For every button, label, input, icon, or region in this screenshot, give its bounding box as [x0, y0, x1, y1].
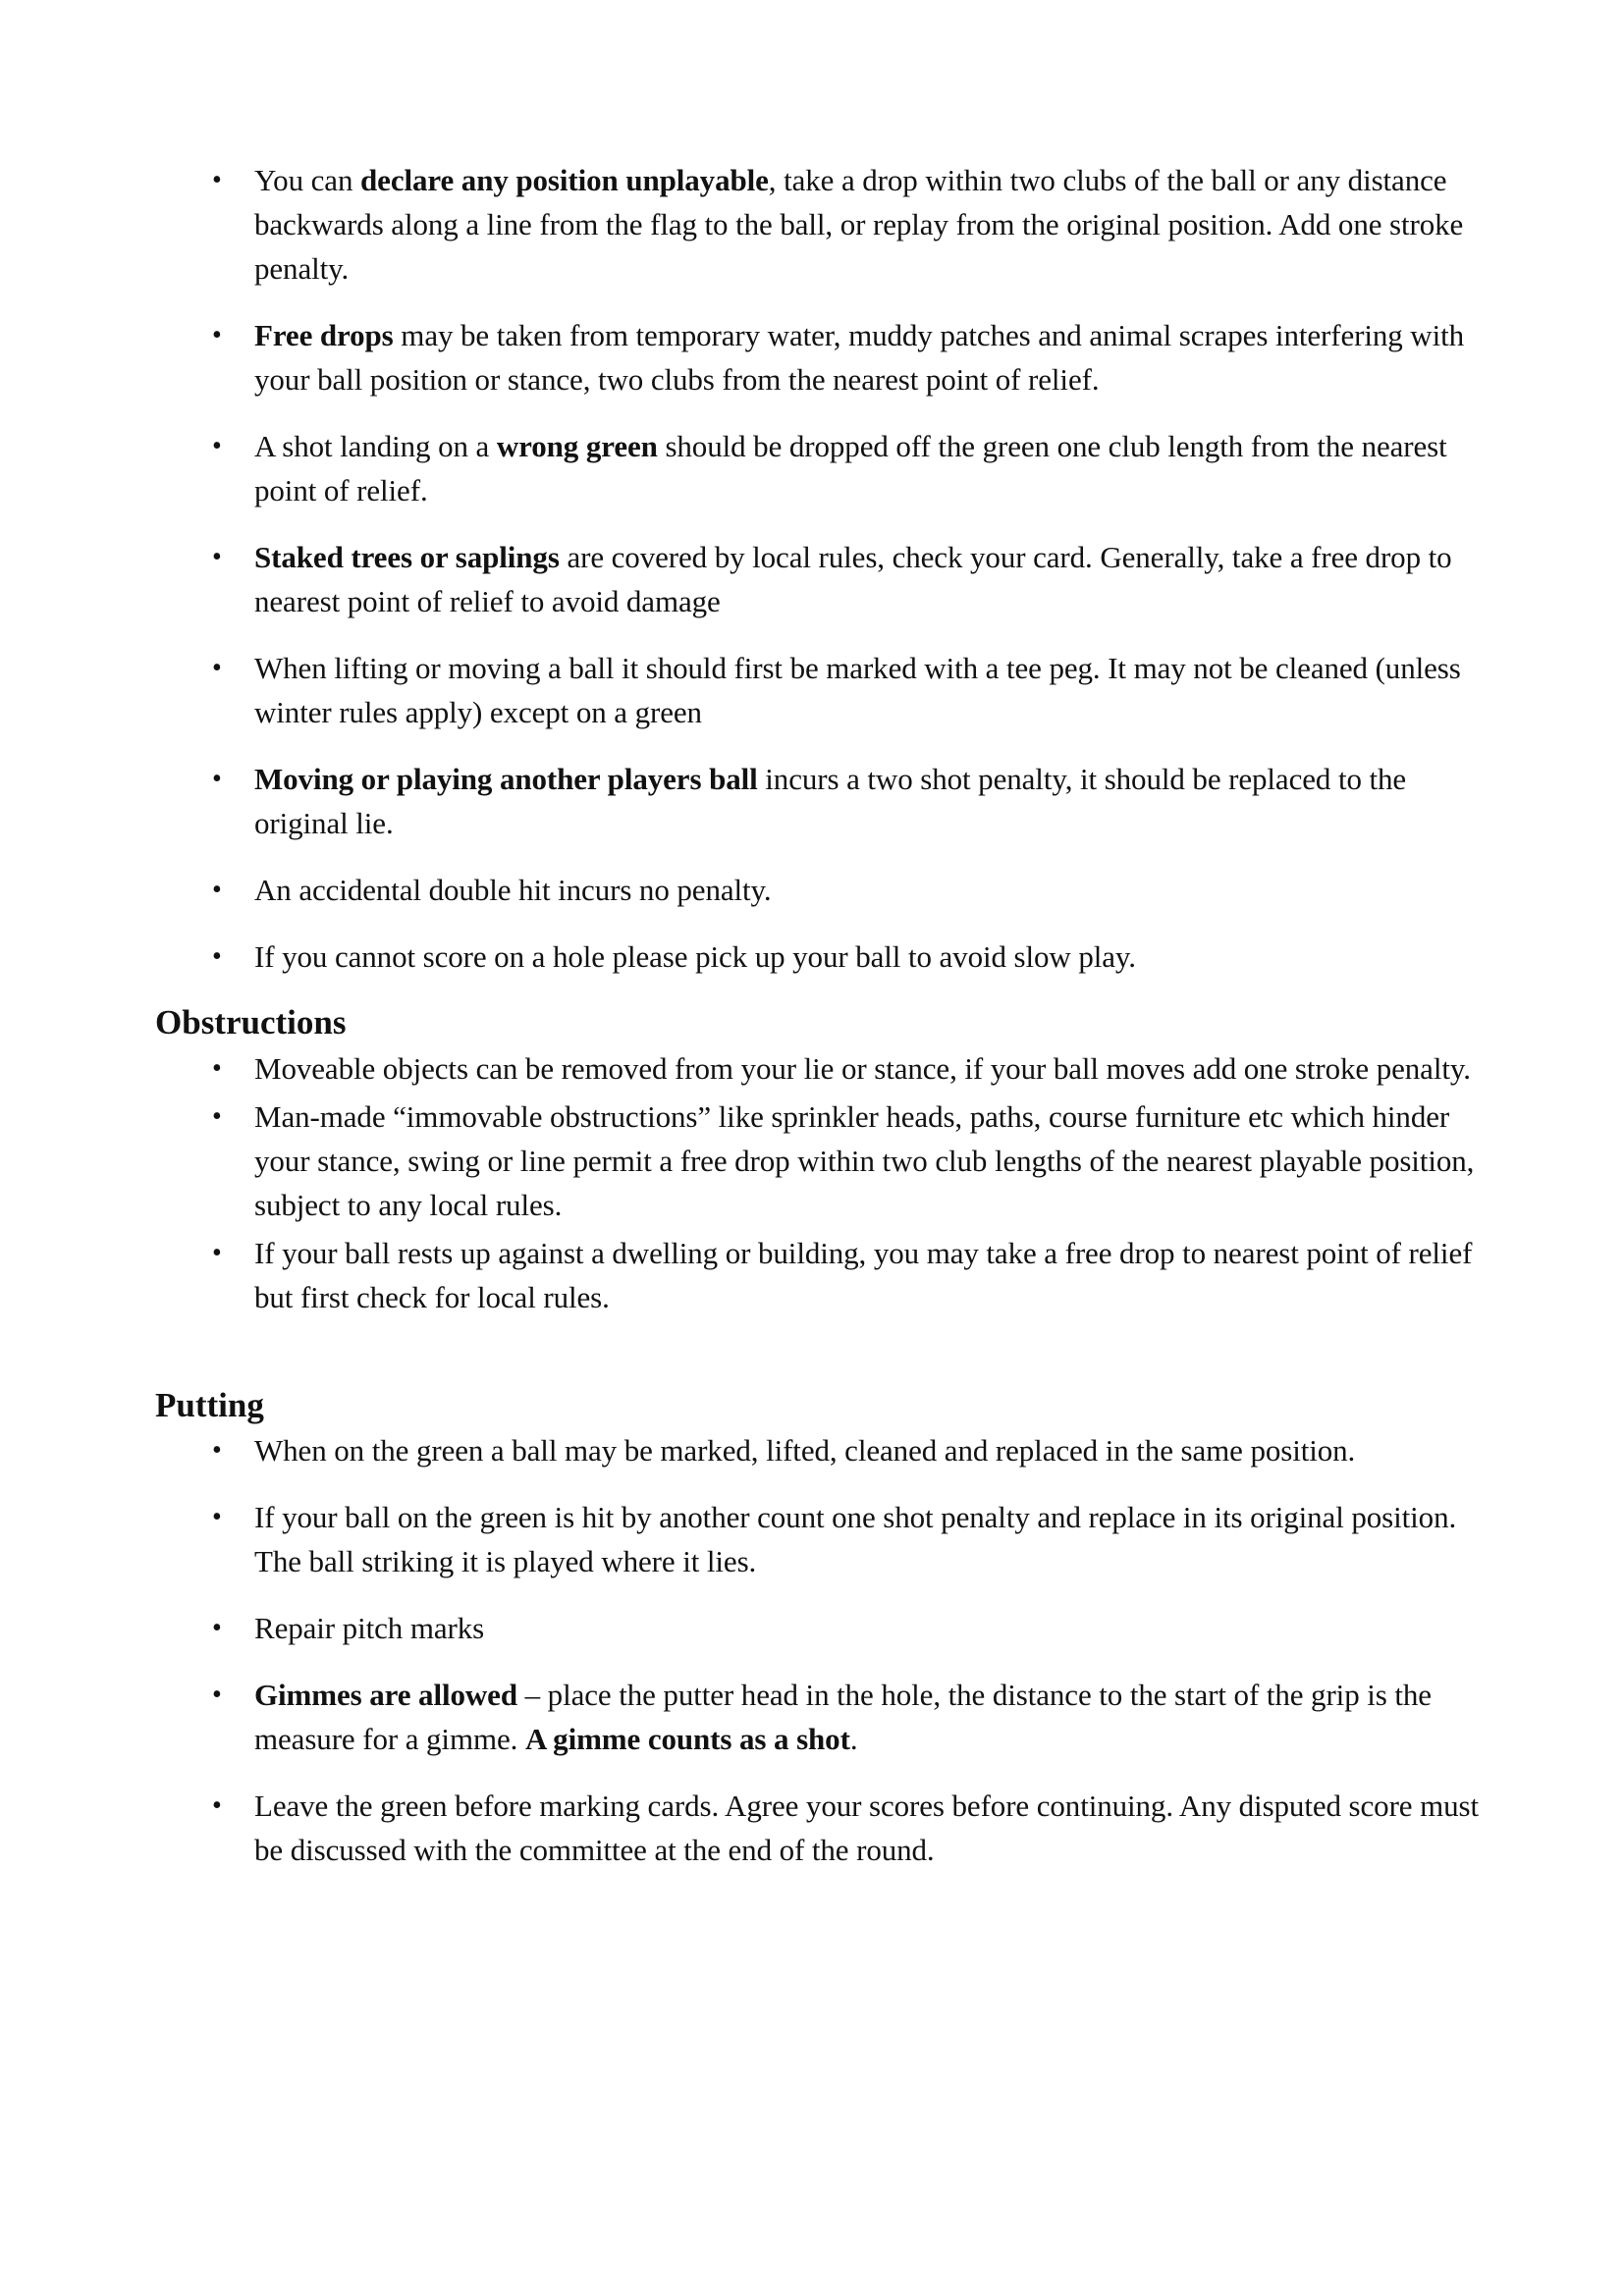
- bullet-icon: •: [212, 1680, 222, 1710]
- list-item-text: Free drops may be taken from temporary water, muddy patches and animal scrapes interfering with your ball position or stance, two clubs from the nearest point of relief.: [254, 318, 1465, 397]
- bullet-icon: •: [212, 320, 222, 350]
- bullet-icon: •: [212, 1502, 222, 1532]
- list-item: [208, 934, 1485, 979]
- list-item-text: A shot landing on a wrong green should be dropped off the green one club length from the nearest point of relief.: [254, 429, 1447, 507]
- list-item: [208, 424, 1485, 512]
- bullet-icon: •: [212, 1613, 222, 1643]
- list-item-text: Moveable objects can be removed from your lie or stance, if your ball moves add one stroke penalty.: [254, 1051, 1471, 1086]
- obstructions-list: [208, 1046, 1485, 1323]
- list-item-text: Moving or playing another players ball incurs a two shot penalty, it should be replaced to the original lie.: [254, 762, 1407, 840]
- list-item-text: If you cannot score on a hole please pick up your ball to avoid slow play.: [254, 939, 1136, 974]
- list-item: [208, 646, 1485, 734]
- bullet-icon: •: [212, 941, 222, 972]
- list-item: [208, 535, 1485, 623]
- list-item: [208, 1046, 1485, 1091]
- list-item: [208, 1784, 1485, 1872]
- list-item: [208, 1231, 1485, 1319]
- section-heading-obstructions: Obstructions: [155, 1003, 347, 1041]
- list-item-text: When on the green a ball may be marked, lifted, cleaned and replaced in the same position.: [254, 1433, 1356, 1468]
- list-item: [208, 868, 1485, 912]
- bullet-icon: •: [212, 1101, 222, 1132]
- bullet-icon: •: [212, 542, 222, 572]
- list-item: [208, 158, 1485, 291]
- bullet-icon: •: [212, 1053, 222, 1084]
- bullet-icon: •: [212, 1790, 222, 1821]
- list-item-text: When lifting or moving a ball it should first be marked with a tee peg. It may not be cleaned (unless winter rules apply) except on a green: [254, 651, 1461, 729]
- list-item-text: Repair pitch marks: [254, 1611, 485, 1645]
- general-rules-list: [208, 158, 1485, 1001]
- list-item-text: An accidental double hit incurs no penalty.: [254, 873, 772, 907]
- bullet-icon: •: [212, 1238, 222, 1268]
- bullet-icon: •: [212, 165, 222, 195]
- list-item-text: If your ball on the green is hit by another count one shot penalty and replace in its original position. The ball striking it is played where it lies.: [254, 1500, 1457, 1578]
- list-item-text: Man-made “immovable obstructions” like sprinkler heads, paths, course furniture etc which hinder your stance, swing or line permit a free drop within two club lengths of the nearest playable position, subject to any local rules.: [254, 1099, 1475, 1222]
- section-heading-putting: Putting: [155, 1386, 264, 1424]
- list-item: [208, 1606, 1485, 1650]
- list-item: [208, 1673, 1485, 1761]
- list-item: [208, 1428, 1485, 1472]
- list-item-text: If your ball rests up against a dwelling or building, you may take a free drop to nearest point of relief but first check for local rules.: [254, 1236, 1473, 1314]
- bullet-icon: •: [212, 1435, 222, 1466]
- putting-list: [208, 1428, 1485, 1895]
- bullet-icon: •: [212, 431, 222, 461]
- list-item: [208, 1095, 1485, 1227]
- list-item: [208, 313, 1485, 401]
- list-item-text: Staked trees or saplings are covered by local rules, check your card. Generally, take a free drop to nearest point of relief to avoid damage: [254, 540, 1452, 618]
- list-item-text: Leave the green before marking cards. Agree your scores before continuing. Any disputed score must be discussed with the committee at the end of the round.: [254, 1789, 1480, 1867]
- list-item: [208, 1495, 1485, 1583]
- list-item-text: You can declare any position unplayable, take a drop within two clubs of the ball or any distance backwards along a line from the flag to the ball, or replay from the original position. Add one stroke penalty.: [254, 163, 1464, 286]
- bullet-icon: •: [212, 875, 222, 905]
- bullet-icon: •: [212, 764, 222, 794]
- list-item: [208, 757, 1485, 845]
- bullet-icon: •: [212, 653, 222, 683]
- list-item-text: Gimmes are allowed – place the putter head in the hole, the distance to the start of the grip is the measure for a gimme. A gimme counts as a shot.: [254, 1678, 1432, 1756]
